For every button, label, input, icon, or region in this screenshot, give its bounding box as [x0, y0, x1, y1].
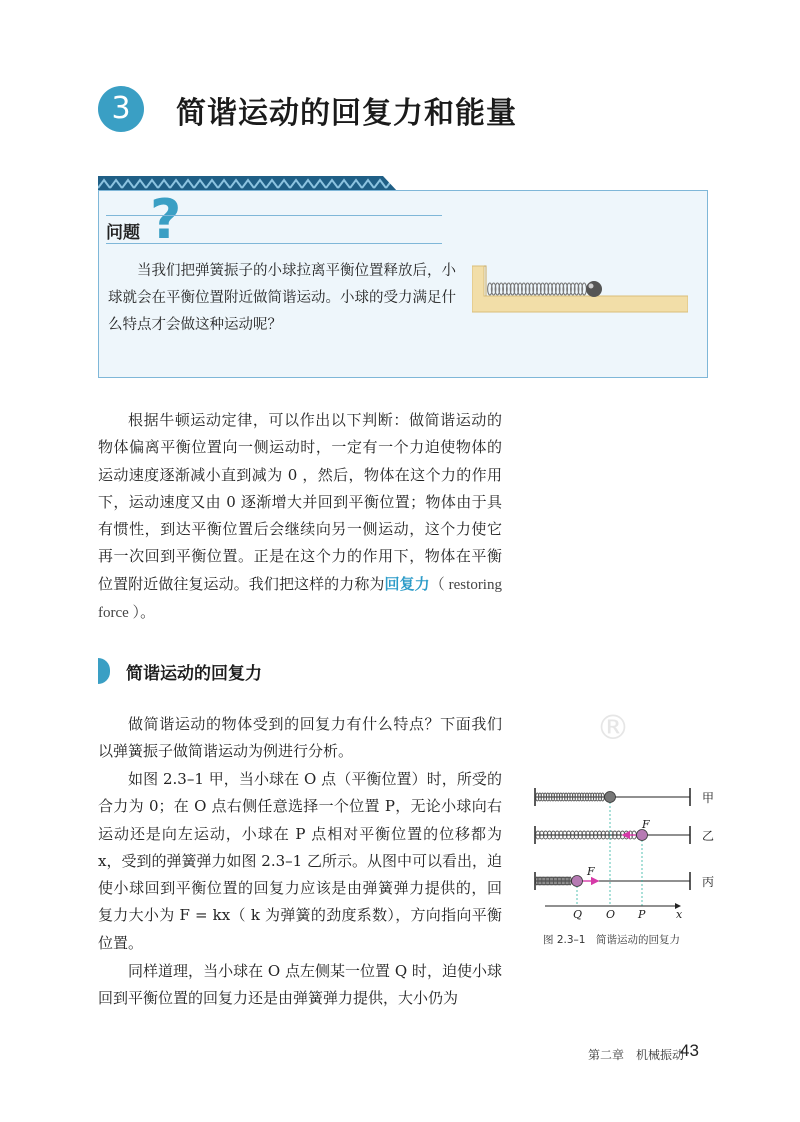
row-label-bing: 丙	[702, 875, 715, 889]
figure-restoring-force	[530, 782, 730, 922]
spring-bing	[536, 877, 571, 885]
question-bottom-rule	[106, 243, 442, 244]
spring-coil	[488, 283, 587, 295]
intro-text: 根据牛顿运动定律，可以作出以下判断：做简谐运动的物体偏离平衡位置向一侧运动时，一定有一个力迫使物体的运动速度逐渐减小直到减为 0 ，然后，物体在这个力的作用下，运动速度又由 0 逐渐增大并回到平衡位置；物体由于具有惯性，到达平衡位置后会继续向另一侧运动，这个力使它再一次回到平衡位置。正是在这个力的作用下，物体在平衡位置附近做往复运动。我们把这样的力称为	[98, 411, 502, 593]
intro-paragraph	[98, 407, 502, 627]
force-label-yi: F	[642, 818, 650, 831]
subsection-title: 简谐运动的回复力	[126, 664, 262, 684]
paragraph-2: 如图 2.3–1 甲，当小球在 O 点（平衡位置）时，所受的合力为 0；在 O 点右侧任意选择一个位置 P，无论小球向右运动还是向左运动，小球在 P 点相对平衡位置的位移都为 x，受到的弹簧弹力如图 2.3–1 乙所示。从图中可以看出，迫使小球回到平衡位置的回复力应该是由弹簧弹力提供的，回复力大小为 F = kx（ k 为弹簧的劲度系数），方向指向平衡位置。	[98, 770, 502, 952]
term-restoring-force: 回复力	[384, 574, 430, 593]
question-text: 当我们把弹簧振子的小球拉离平衡位置释放后，小球就会在平衡位置附近做简谐运动。小球的受力满足什么特点才会做这种运动呢？	[108, 263, 456, 333]
question-mark-icon: ?	[150, 188, 182, 251]
force-label-bing: F	[587, 865, 595, 878]
ball-bing	[572, 876, 583, 887]
paragraph-1: 做简谐运动的物体受到的回复力有什么特点？下面我们以弹簧振子做简谐运动为例进行分析。	[98, 715, 502, 761]
spring-oscillator-illustration	[472, 262, 688, 314]
row-label-yi: 乙	[702, 829, 715, 843]
axis-label-p: P	[638, 908, 646, 921]
spring-yi	[536, 831, 637, 839]
paragraph-3: 同样道理，当小球在 O 点左侧某一位置 Q 时，迫使小球回到平衡位置的回复力还是由弹簧弹力提供，大小仍为	[98, 962, 502, 1008]
intro-end: 。	[140, 603, 156, 622]
ball	[586, 281, 602, 297]
page-title: 简谐运动的回复力和能量	[176, 96, 517, 131]
spring-jia	[536, 793, 605, 801]
question-label: 问题	[106, 223, 140, 243]
question-top-rule	[106, 215, 442, 216]
registered-watermark: ®	[596, 708, 630, 748]
subsection-marker	[98, 658, 110, 684]
term-english: （ restoring force ）	[98, 576, 502, 622]
page-number: 43	[680, 1041, 699, 1060]
row-label-jia: 甲	[702, 791, 715, 805]
axis-label-o: O	[606, 908, 616, 921]
figure-caption: 图 2.3–1 简谐运动的回复力	[543, 934, 680, 946]
ball-jia	[605, 792, 616, 803]
axis-label-q: Q	[573, 908, 583, 921]
footer-chapter: 第二章 机械振动	[588, 1048, 685, 1062]
ball-yi	[637, 830, 648, 841]
section-number-badge: 3	[98, 86, 144, 132]
axis-label-x: x	[676, 908, 683, 921]
